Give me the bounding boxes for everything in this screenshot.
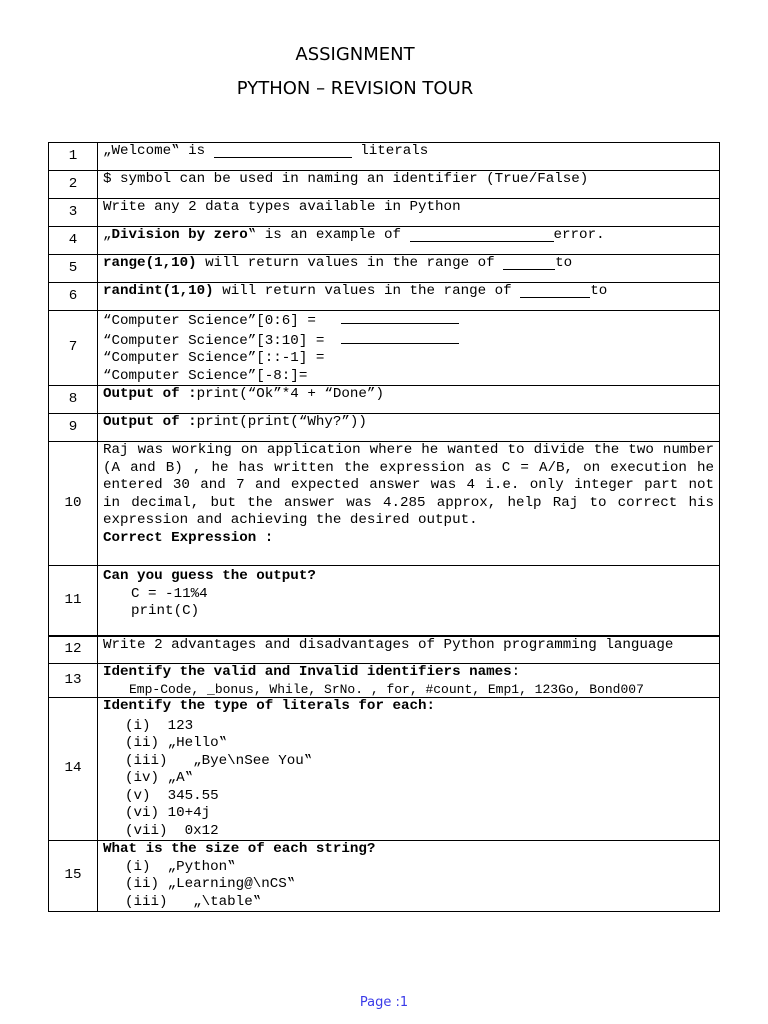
question-text: Write 2 advantages and disadvantages of Python programming language <box>98 636 720 664</box>
question-row-12 <box>49 636 720 664</box>
question-number: 7 <box>49 311 98 386</box>
question-text: range(1,10) will return values in the range of to <box>98 255 720 283</box>
question-number: 2 <box>49 171 98 199</box>
question-number: 12 <box>49 636 98 664</box>
question-row-6 <box>49 283 720 311</box>
question-text: Output of : print(print(“Why?”)) <box>98 414 720 442</box>
question-row-13 <box>49 664 720 698</box>
question-number: 13 <box>49 664 98 698</box>
question-text: Output of : print(“Ok”*4 + “Done”) <box>98 386 720 414</box>
question-text: Identify the type of literals for each: (i) 123 (ii) „Hello‟ (iii) „Bye\nSee You‟ (iv) „A‟ (v) 345.55 (vi) 10+4j (vii) 0x12 <box>98 698 720 841</box>
question-row-4 <box>49 227 720 255</box>
question-row-1 <box>49 143 720 171</box>
page-number: Page :1 <box>359 995 409 1010</box>
assignment-title: ASSIGNMENT <box>295 44 415 65</box>
question-row-14 <box>49 698 720 841</box>
question-number: 10 <box>49 442 98 566</box>
question-row-3 <box>49 199 720 227</box>
question-text: Raj was working on application where he wanted to divide the two number (A and B) , he has written the expression as C = A/B, on execution he entered 30 and 7 and expected answer was 4 i.e. only integer part not in decimal, but the answer was 4.285 approx, help Raj to correct his expression and achieving the desired output. Correct Expression : <box>98 442 720 566</box>
question-text: Write any 2 data types available in Python <box>98 199 720 227</box>
question-number: 9 <box>49 414 98 442</box>
question-text: What is the size of each string? (i) „Python‟ (ii) „Learning@\nCS‟ (iii) „\table‟ <box>98 841 720 912</box>
answer-blank <box>503 257 555 270</box>
question-number: 1 <box>49 143 98 171</box>
question-row-15 <box>49 841 720 912</box>
question-text: “Computer Science”[0:6] = “Computer Science”[3:10] = “Computer Science”[::-1] = “Computer Science”[-8:]= <box>98 311 720 386</box>
question-number: 6 <box>49 283 98 311</box>
question-row-2 <box>49 171 720 199</box>
assignment-subtitle: PYTHON – REVISION TOUR <box>236 78 474 99</box>
question-text: „ Division by zero ‟ is an example of error. <box>98 227 720 255</box>
question-number: 5 <box>49 255 98 283</box>
answer-blank <box>341 331 459 344</box>
question-number: 14 <box>49 698 98 841</box>
question-number: 3 <box>49 199 98 227</box>
question-text: $ symbol can be used in naming an identifier (True/False) <box>98 171 720 199</box>
question-row-8 <box>49 386 720 414</box>
question-row-7 <box>49 311 720 386</box>
question-text: Identify the valid and Invalid identifiers names: Emp-Code, _bonus, While, SrNo. , for, #count, Emp1, 123Go, Bond007 <box>98 664 720 698</box>
answer-blank <box>341 311 459 324</box>
answer-blank <box>214 145 352 158</box>
questions-table <box>48 142 720 912</box>
question-number: 11 <box>49 566 98 636</box>
question-number: 15 <box>49 841 98 912</box>
answer-blank <box>520 285 590 298</box>
question-text: Can you guess the output? C = -11%4 print(C) <box>98 566 720 636</box>
question-number: 4 <box>49 227 98 255</box>
question-row-11 <box>49 566 720 636</box>
question-row-9 <box>49 414 720 442</box>
question-row-5 <box>49 255 720 283</box>
question-row-10 <box>49 442 720 566</box>
question-text: „Welcome‟ is literals <box>98 143 720 171</box>
question-number: 8 <box>49 386 98 414</box>
question-text: randint(1,10) will return values in the range of to <box>98 283 720 311</box>
answer-blank <box>410 229 554 242</box>
